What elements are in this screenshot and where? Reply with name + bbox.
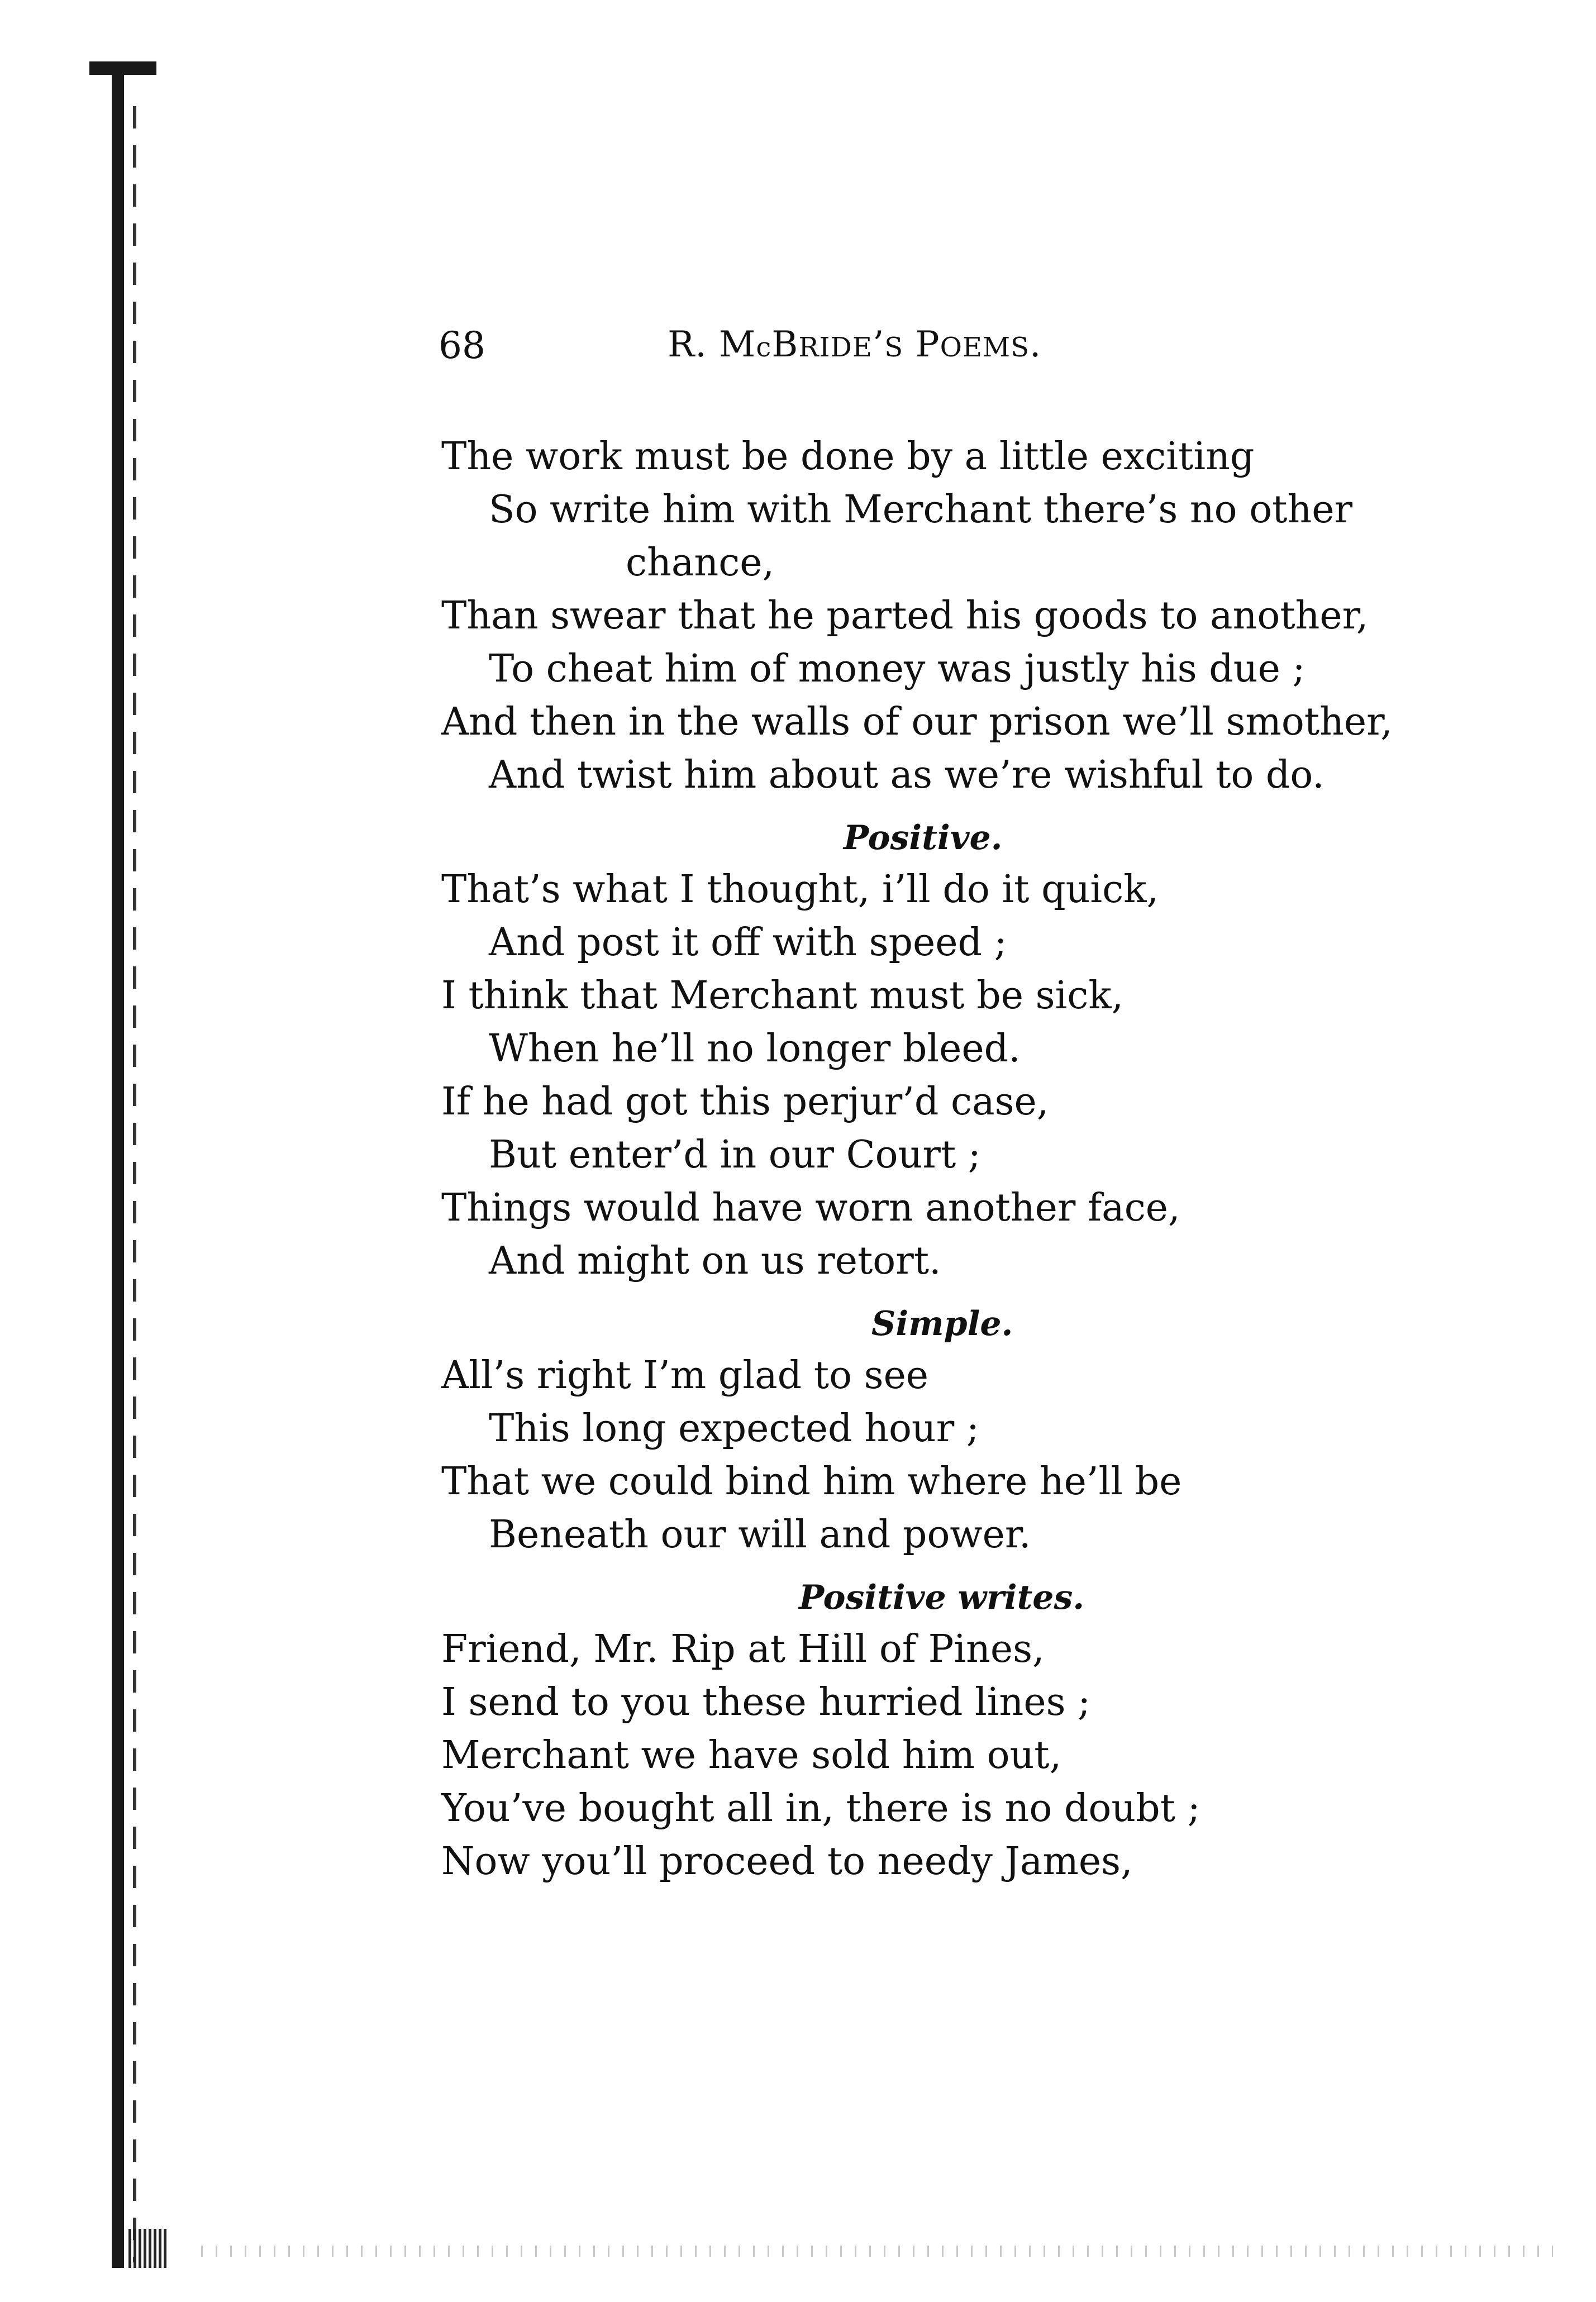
verse-line: I send to you these hurried lines ;	[441, 1680, 1091, 1724]
verse-line: That we could bind him where he’ll be	[441, 1460, 1182, 1504]
verse-line: I think that Merchant must be sick,	[441, 974, 1124, 1018]
speaker-heading: Simple.	[871, 1304, 1013, 1343]
verse-line: Now you’ll proceed to needy James,	[441, 1839, 1133, 1884]
page-header	[0, 324, 1596, 374]
scan-noise	[201, 2246, 1553, 2257]
verse-line: The work must be done by a little exciting	[441, 435, 1255, 479]
verse-line: To cheat him of money was justly his due ;	[489, 647, 1306, 691]
verse-line: chance,	[626, 541, 775, 585]
verse-line: This long expected hour ;	[489, 1407, 979, 1451]
speaker-heading: Positive.	[844, 818, 1003, 857]
verse-line: You’ve bought all in, there is no doubt ;	[441, 1786, 1200, 1831]
verse-line: But enter’d in our Court ;	[489, 1133, 981, 1177]
verse-line: That’s what I thought, i’ll do it quick,	[441, 868, 1159, 912]
verse-line: And post it off with speed ;	[489, 921, 1007, 965]
verse-line: And might on us retort.	[489, 1239, 941, 1283]
binding-edge	[89, 61, 156, 2268]
verse-line: And then in the walls of our prison we’ll smother,	[441, 700, 1393, 744]
verse-line: Friend, Mr. Rip at Hill of Pines,	[441, 1627, 1045, 1671]
running-head: R. McBRIDE’S POEMS.	[668, 324, 1042, 365]
poem-text	[441, 430, 1447, 1888]
binding-edge-marks	[133, 106, 136, 2262]
verse-line: If he had got this perjur’d case,	[441, 1080, 1049, 1124]
verse-line: Beneath our will and power.	[489, 1513, 1031, 1557]
verse-line: So write him with Merchant there’s no other	[489, 488, 1353, 532]
binding-edge-foot	[128, 2229, 168, 2268]
speaker-heading: Positive writes.	[799, 1578, 1085, 1617]
verse-line: And twist him about as we’re wishful to do.	[489, 753, 1325, 797]
verse-line: Merchant we have sold him out,	[441, 1733, 1062, 1777]
verse-line: Than swear that he parted his goods to another,	[441, 594, 1369, 638]
page-number: 68	[439, 324, 485, 367]
verse-line: All’s right I’m glad to see	[441, 1353, 929, 1398]
binding-edge-rule	[112, 61, 124, 2268]
verse-line: When he’ll no longer bleed.	[489, 1027, 1021, 1071]
verse-line: Things would have worn another face,	[441, 1186, 1180, 1230]
